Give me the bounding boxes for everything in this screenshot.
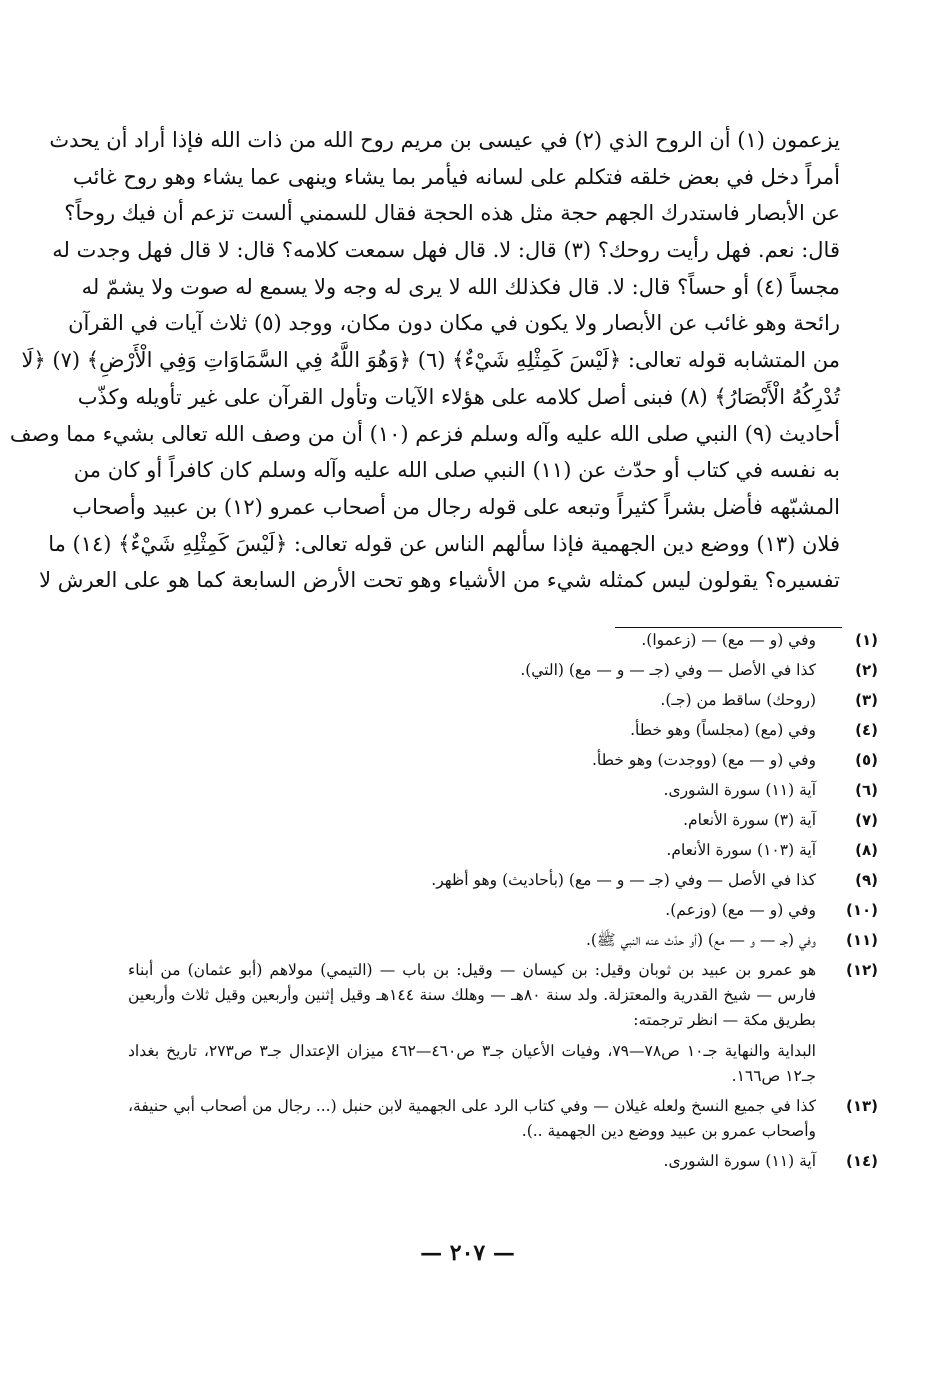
footnote-text: آية (١٠٣) سورة الأنعام.	[666, 841, 816, 859]
footnote-number: (١٢)	[845, 961, 878, 979]
text-line: تُدْرِكُهُ الْأَبْصَارُ﴾ (٨) فبنى أصل كلامه على هؤلاء الآيات وتأول القرآن على غير تأويله وكذّب	[77, 384, 840, 409]
footnote-number: (١١)	[845, 931, 878, 949]
footnote-text: وفي (و — مع) (وزعم).	[665, 901, 816, 919]
text-line: مجساً (٤) أو حساً؟ قال: لا. قال فكذلك الله لا يرى له وجه ولا يسمع له صوت ولا يشمّ له	[81, 274, 840, 299]
footnote	[128, 1149, 878, 1174]
text-line: من المتشابه قوله تعالى: ﴿لَيْسَ كَمِثْلِهِ شَيْءٌ﴾ (٦) ﴿وَهُوَ اللَّهُ فِي السَّمَاوَاتِ وَفِي الْأَرْضِ﴾ (٧) ﴿لَا	[21, 348, 840, 373]
footnotes	[128, 628, 878, 1179]
text-line: المشبّهه فأضل بشراً كثيراً وتبعه على قوله رجال من أصحاب عمرو (١٢) بن عبيد وأصحاب	[72, 494, 840, 519]
footnote	[128, 778, 878, 803]
footnote-number: (١٤)	[845, 1152, 878, 1170]
text-line: تفسيره؟ يقولون ليس كمثله شيء من الأشياء وهو تحت الأرض السابعة كما هو على العرش لا	[39, 568, 840, 593]
footnote	[128, 958, 878, 1089]
text-line: أمراً دخل في بعض خلقه فتكلم على لسانه فيأمر بما يشاء وينهى عما يشاء وهو روح غائب	[72, 164, 840, 189]
page-number: — ٢٠٧ —	[420, 1240, 515, 1266]
footnote-text: آية (٣) سورة الأنعام.	[683, 811, 816, 829]
footnote	[128, 748, 878, 773]
footnote-text: كذا في الأصل — وفي (جـ — و — مع) (التي).	[520, 661, 816, 679]
footnote-number: (٢)	[855, 661, 878, 679]
footnote	[128, 658, 878, 683]
text-line: به نفسه في كتاب أو حدّث عن (١١) النبي صلى الله عليه وآله وسلم كان كافراً أو كان من	[73, 458, 840, 483]
footnote-text: وفي (و — مع) — (زعموا).	[641, 631, 816, 649]
footnote	[128, 688, 878, 713]
footnote	[128, 868, 878, 893]
footnote-number: (١)	[855, 631, 878, 649]
footnote-text: هو عمرو بن عبيد بن ثوبان وقيل: بن كيسان — وقيل: بن باب — (التيمي) مولاهم (أبو عثمان) من أبناء فارس — شيخ القدرية والمعتزلة. ولد سنة ٨٠هـ — وهلك سنة ١٤٤هـ وقيل إثنين وأربعين وقيل ثلاث وأربعين بطريق مكة — انظر ترجمته:	[128, 961, 816, 1029]
footnote-text: (روحك) ساقط من (جـ).	[660, 691, 816, 709]
footnote	[128, 718, 878, 743]
text-line: يزعمون (١) أن الروح الذي (٢) في عيسى بن مريم روح الله من ذات الله فإذا أراد أن يحدث	[49, 128, 840, 152]
main-text	[9, 122, 840, 599]
footnote-text: كذا في الأصل — وفي (جـ — و — مع) (بأحاديث) وهو أظهر.	[431, 871, 816, 889]
footnote-text: وفي (جـ — و — مع) (أو حدّث عنه النبي ﷺ).	[585, 931, 816, 949]
footnote-number: (٩)	[855, 871, 878, 889]
footnote	[128, 898, 878, 923]
footnote-text: كذا في جميع النسخ ولعله غيلان — وفي كتاب الرد على الجهمية لابن حنبل (... رجال من أصحاب أبي حنيفة، وأصحاب عمرو بن عبيد ووضع دين الجهمية ..).	[128, 1097, 816, 1140]
footnote-number: (٣)	[855, 691, 878, 709]
footnote-number: (٧)	[855, 811, 878, 829]
text-line: رائحة وهو غائب عن الأبصار ولا يكون في مكان دون مكان، ووجد (٥) ثلاث آيات في القرآن	[68, 311, 840, 336]
footnote-text: آية (١١) سورة الشورى.	[663, 781, 816, 799]
footnote-number: (٤)	[855, 721, 878, 739]
footnote-number: (١٠)	[845, 901, 878, 919]
footnote-number: (١٣)	[845, 1097, 878, 1115]
footnote-number: (٨)	[855, 841, 878, 859]
text-line: قال: نعم. فهل رأيت روحك؟ (٣) قال: لا. قال فهل سمعت كلامه؟ قال: لا قال فهل وجدت له	[52, 238, 840, 263]
footnote	[128, 628, 878, 653]
footnote-text: وفي (مع) (مجلساً) وهو خطأ.	[630, 721, 816, 739]
footnote	[128, 1094, 878, 1144]
footnote-number: (٥)	[855, 751, 878, 769]
footnote-text: وفي (و — مع) (ووجدت) وهو خطأ.	[592, 751, 816, 769]
text-line: أحاديث (٩) النبي صلى الله عليه وآله وسلم فزعم (١٠) أن من وصف الله تعالى بشيء مما وصف	[9, 421, 840, 446]
footnote	[128, 838, 878, 863]
footnote-references: البداية والنهاية جـ١٠ ص٧٨—٧٩، وفيات الأعيان جـ٣ ص٤٦٠—٤٦٢ ميزان الإعتدال جـ٣ ص٢٧٣، تاريخ بغداد جـ١٢ ص١٦٦.	[128, 1042, 816, 1085]
text-line: فلان (١٣) ووضع دين الجهمية فإذا سألهم الناس عن قوله تعالى: ﴿لَيْسَ كَمِثْلِهِ شَيْءٌ﴾ (١٤) ما	[48, 531, 840, 556]
footnote-number: (٦)	[855, 781, 878, 799]
text-line: عن الأبصار فاستدرك الجهم حجة مثل هذه الحجة فقال للسمني ألست تزعم أن فيك روحاً؟	[64, 201, 840, 226]
footnote-text: آية (١١) سورة الشورى.	[663, 1152, 816, 1170]
footnote	[128, 928, 878, 953]
footnote	[128, 808, 878, 833]
